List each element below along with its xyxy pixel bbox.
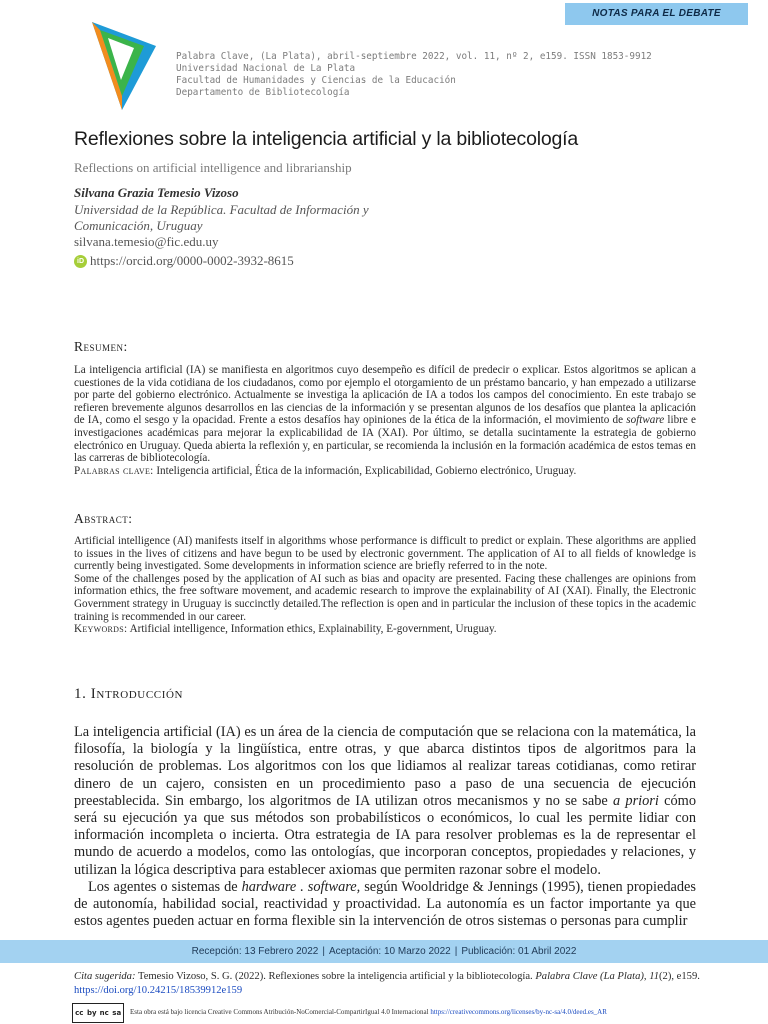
publicacion-date: Publicación: 01 Abril 2022 (461, 946, 577, 957)
abstract-heading: Abstract: (74, 511, 133, 526)
recepcion-date: Recepción: 13 Febrero 2022 (191, 946, 319, 957)
author-email[interactable]: silvana.temesio@fic.edu.uy (74, 234, 219, 249)
abstract-paragraph: Some of the challenges posed by the application of AI such as bias and opacity are presented. Facing these challenges are opinions from information ethics, the free software movement, and academic research to improve the explainability of AI (XAI). Finally, the Electronic Government strategy in Uruguay is succinctly detailed.The reflection is open and in particular the inclusion of these topics in the academic training is recommended in our career. (74, 572, 696, 623)
affiliation-line: Comunicación, Uruguay (74, 218, 203, 233)
author-name: Silvana Grazia Temesio Vizoso (74, 185, 239, 200)
orcid-icon: iD (74, 255, 87, 268)
introduction-heading: 1. Introducción (74, 686, 184, 702)
aceptacion-date: Aceptación: 10 Marzo 2022 (328, 946, 451, 957)
cc-by-icon: by (86, 1009, 97, 1017)
dates-bar (0, 940, 768, 963)
date-separator: | (322, 946, 325, 957)
resumen-text: La inteligencia artificial (IA) se manifiesta en algoritmos cuyo desempeño es difícil de predecir o explicar. Estos algoritmos se aplican a cuestiones de la vida cotidiana de los ciudadanos, como por ejemplo el otorgamiento de un préstamo bancario, y han empezado a utilizarse por parte del gobierno electrónico. Actualmente se investiga la aplicación de IA a todos los campos del conocimiento. En este trabajo se refieren brevemente algunos desarrollos en las ciencias de la información y se presentan algunos de los desafíos que plantea la aplicación de IA, como el sesgo y la opacidad. Frente a estos desafíos hay opiniones de la ética de la información, el movimiento de (74, 364, 696, 427)
resumen-text-rest: libre e investigaciones académicas para mejorar la explicabilidad de IA (XAI). Por último, se detalla sucintamente la estrategia de gobierno electrónico en Uruguay. Queda abierta la reflexión y, en particular, se recomienda la inclusión en la formación académica de estos temas en las carreras de bibliotecología. (74, 414, 696, 465)
citation-text: Temesio Vizoso, S. G. (2022). Reflexiones sobre la inteligencia artificial y la bibliotecología. (135, 971, 536, 982)
intro-text: según Wooldridge & Jennings (1995), tienen propiedades de autonomía, habilidad social, reactividad y proactividad. La autonomía es un factor importante ya que estos agentes pueden actuar en forma flexible sin la intervención de otros sistemas o personas para cumplir (74, 878, 696, 930)
affiliation-line: Universidad de la República. Facultad de Información y (74, 202, 369, 217)
suggested-citation (74, 970, 704, 997)
palabras-clave: Inteligencia artificial, Ética de la información, Explicabilidad, Gobierno electrónico, Uruguay. (153, 464, 577, 477)
license-text: Esta obra está bajo licencia Creative Commons Atribución-NoComercial-CompartirIgual 4.0 Internacional (130, 1008, 431, 1016)
palabras-clave-label: Palabras clave: (74, 464, 154, 477)
abstract-body (74, 535, 696, 636)
doi-link[interactable]: https://doi.org/10.24215/18539912e159 (74, 984, 243, 996)
cc-nc-icon: nc (99, 1009, 109, 1017)
article-subtitle: Reflections on artificial intelligence and librarianship (74, 160, 352, 175)
citation-issue: (2), e159. (659, 971, 700, 982)
intro-emphasis: a priori (613, 792, 659, 809)
introduction-body (74, 724, 696, 930)
journal-line: Palabra Clave, (La Plata), abril-septiembre 2022, vol. 11, nº 2, e159. ISSN 1853-9912 (176, 51, 652, 62)
journal-line: Departamento de Bibliotecología (176, 87, 350, 98)
cc-sa-icon: sa (112, 1009, 122, 1017)
intro-emphasis: hardware . software, (241, 878, 361, 895)
license-link[interactable]: https://creativecommons.org/licenses/by-nc-sa/4.0/deed.es_AR (430, 1008, 607, 1016)
author-affiliation (74, 202, 369, 234)
citation-separator: , (643, 971, 650, 982)
resumen-body (74, 364, 696, 477)
intro-text: cómo será su ejecución ya que sus métodos son probabilísticos o económicos, lo cual les permite lidiar con información incompleta o incierta. Otra estrategia de IA para resolver problemas es la de representar el mundo de acuerdo a modelos, como las ontologías, que incorporan conceptos, propiedades y relaciones, y utilizan la lógica descriptiva para establecer axiomas que permiten razonar sobre el modelo. (74, 792, 696, 878)
intro-text: Los agentes o sistemas de (88, 878, 242, 895)
cc-icon: cc (75, 1009, 84, 1017)
orcid-link[interactable] (74, 253, 294, 269)
keywords-label: Keywords: (74, 623, 128, 636)
section-badge: NOTAS PARA EL DEBATE (565, 3, 748, 25)
orcid-url[interactable]: https://orcid.org/0000-0002-3932-8615 (90, 253, 294, 268)
resumen-heading: Resumen: (74, 339, 128, 354)
citation-journal: Palabra Clave (La Plata) (535, 971, 644, 982)
article-title: Reflexiones sobre la inteligencia artificial y la bibliotecología (74, 128, 579, 150)
journal-line: Universidad Nacional de La Plata (176, 63, 356, 74)
license-notice (130, 1008, 607, 1016)
journal-logo-icon (88, 18, 160, 114)
citation-volume: 11 (649, 971, 660, 982)
abstract-paragraph: Artificial intelligence (AI) manifests itself in algorithms whose performance is difficult to predict or explain. These algorithms are applied to issues in the lives of citizens and have begun to be used by electronic government. The application of AI to all fields of knowledge is currently being investigated. Some developments in information science are briefly referred to in the note. (74, 535, 696, 573)
intro-text: La inteligencia artificial (IA) es un área de la ciencia de computación que se relaciona con la matemática, la filosofía, la biología y la lingüística, entre otras, y que abarca distintos tipos de algoritmos para la resolución de problemas. Los algoritmos con los que lidiamos al realizar tareas cotidianas, como retirar dinero de un cajero, consisten en un procedimiento paso a paso de una secuencia de ejecución preestablecida. Sin embargo, los algoritmos de IA utilizan otros mecanismos y no se sabe (74, 724, 696, 809)
citation-label: Cita sugerida: (74, 971, 136, 982)
resumen-emphasis: software (626, 414, 665, 427)
journal-info (176, 51, 652, 99)
journal-line: Facultad de Humanidades y Ciencias de la Educación (176, 75, 456, 86)
keywords: Artificial intelligence, Information ethics, Explainability, E-government, Uruguay. (127, 623, 497, 636)
date-separator: | (454, 946, 458, 957)
creative-commons-icon[interactable] (72, 1003, 124, 1023)
